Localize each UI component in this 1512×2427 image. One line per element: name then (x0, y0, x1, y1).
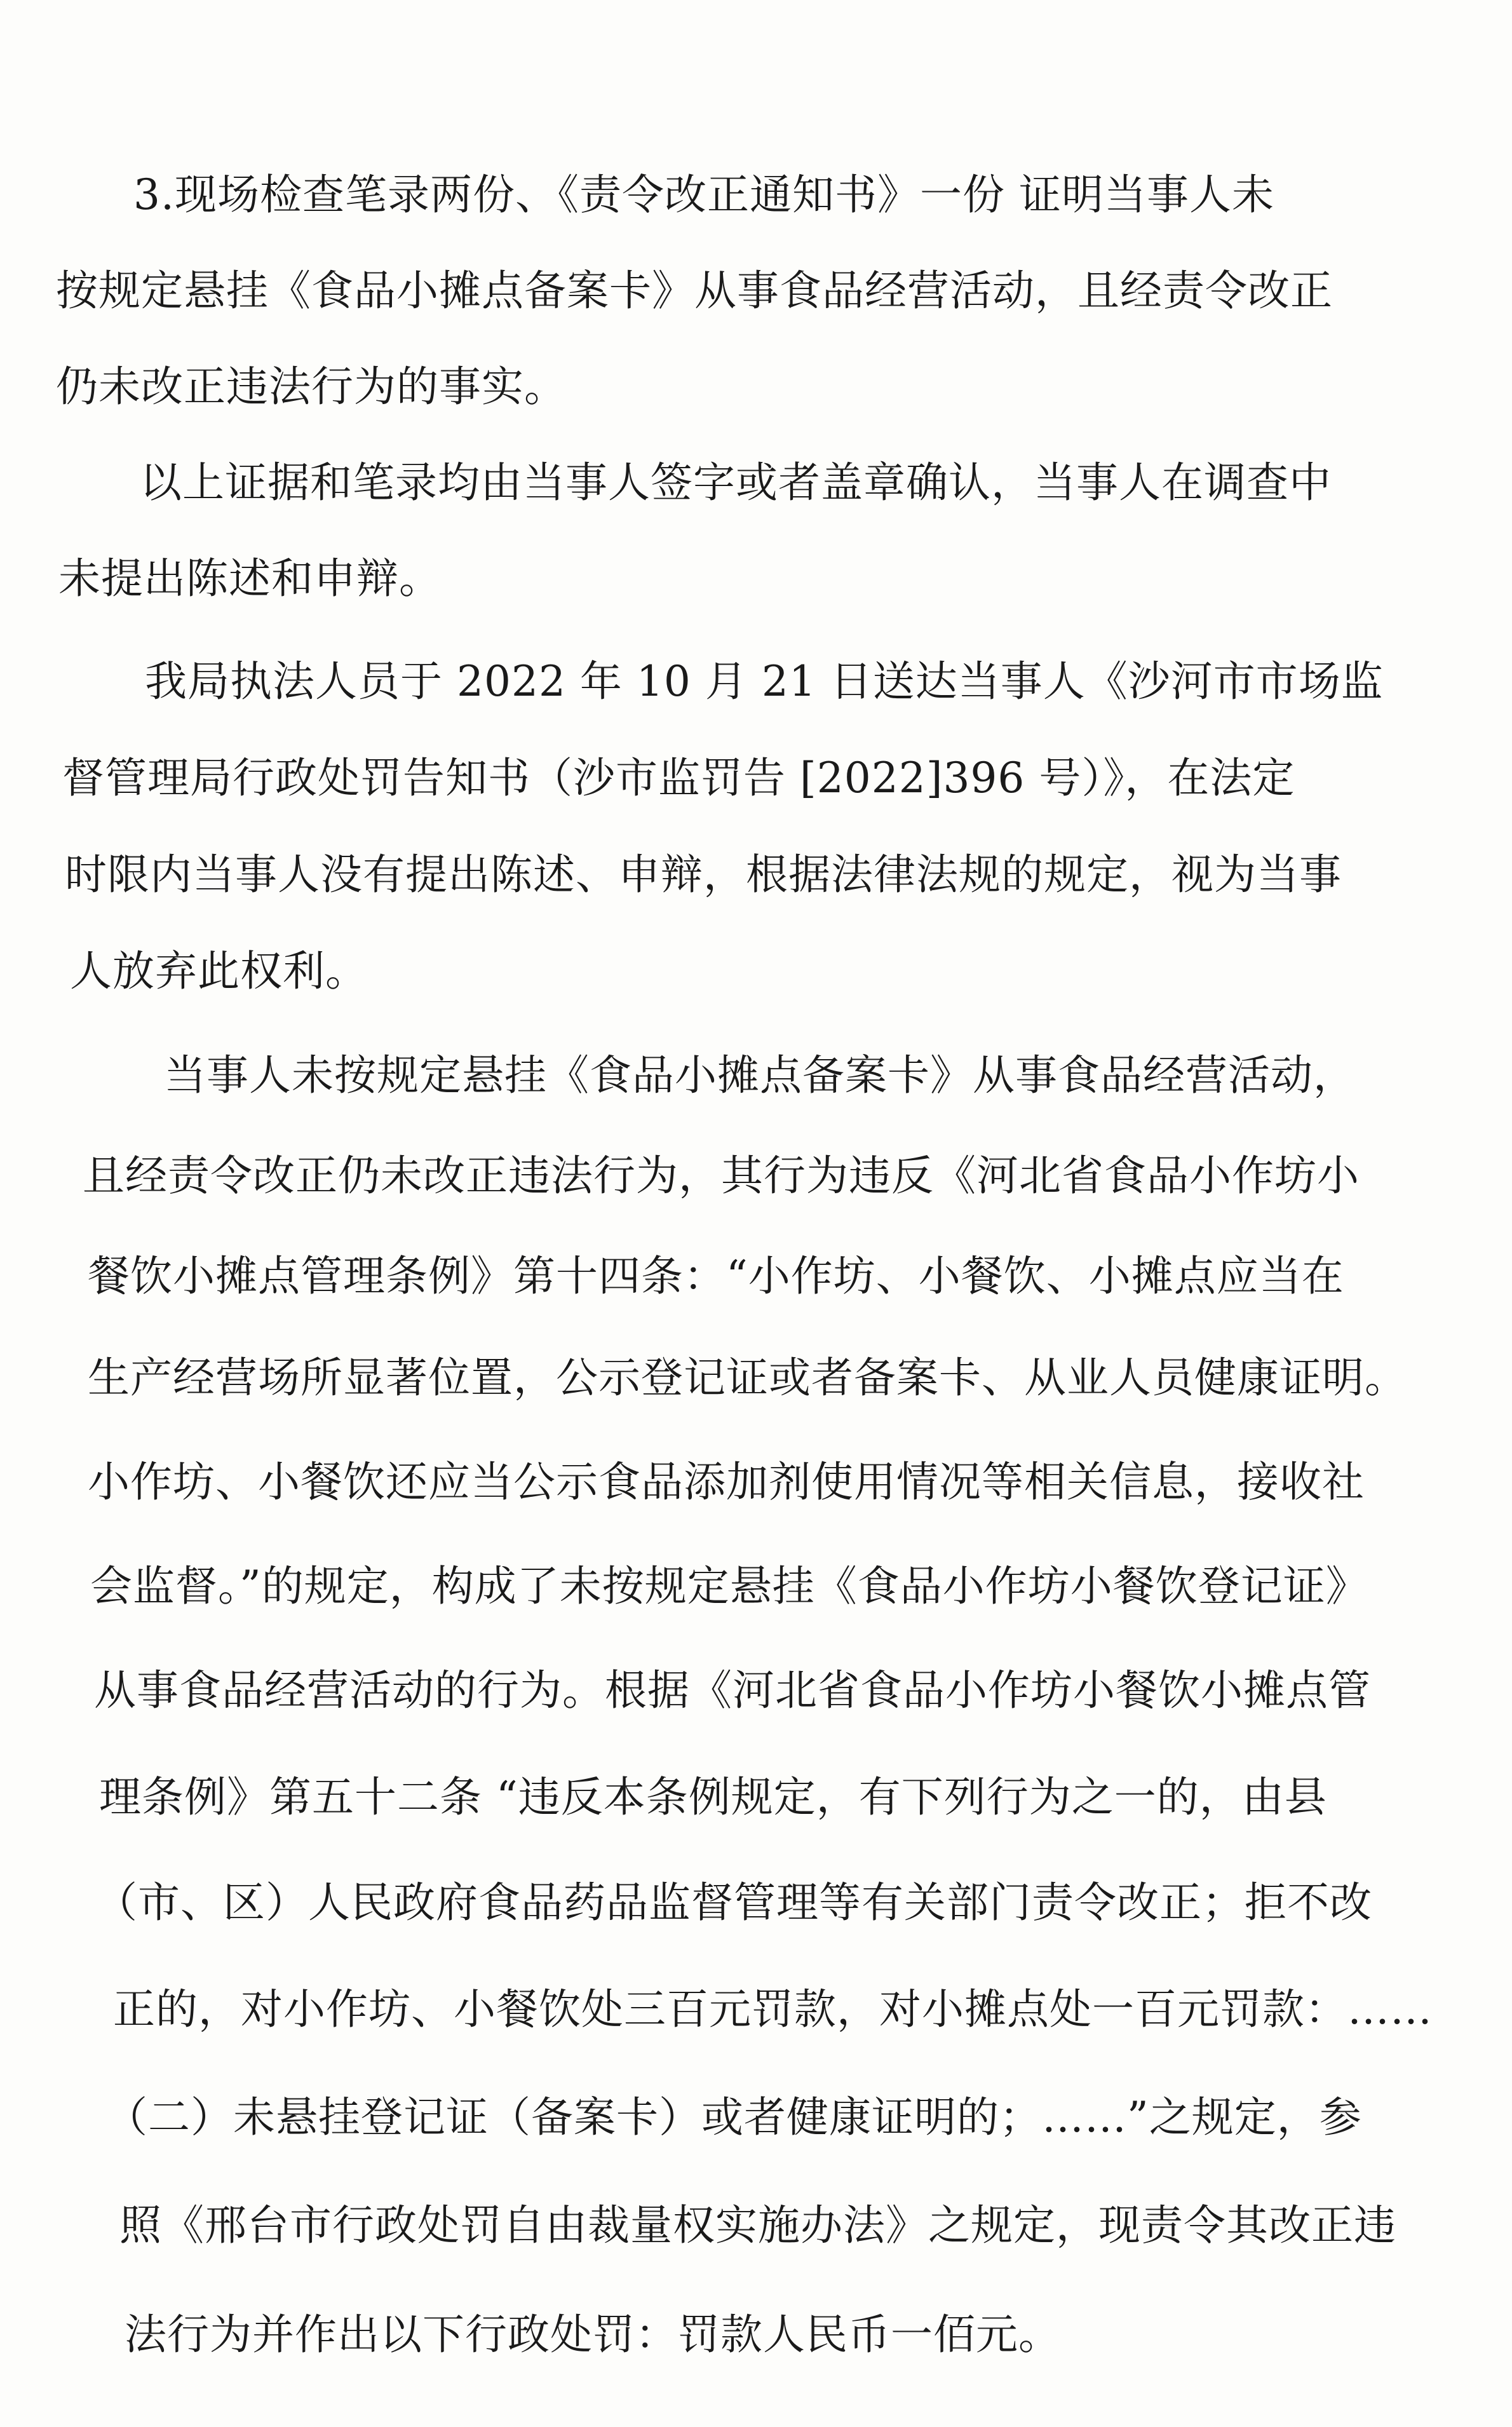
text-line: 按规定悬挂《食品小摊点备案卡》从事食品经营活动，且经责令改正 (56, 266, 1333, 315)
text-line: 会监督。”的规定，构成了未按规定悬挂《食品小作坊小餐饮登记证》 (90, 1562, 1368, 1611)
text-line: （市、区）人民政府食品药品监督管理等有关部门责令改正；拒不改 (95, 1878, 1372, 1927)
text-line: 从事食品经营活动的行为。根据《河北省食品小作坊小餐饮小摊点管 (94, 1666, 1371, 1715)
text-line: 督管理局行政处罚告知书（沙市监罚告 [2022]396 号）》，在法定 (62, 754, 1295, 802)
text-line: 仍未改正违法行为的事实。 (56, 362, 567, 411)
text-line: 我局执法人员于 2022 年 10 月 21 日送达当事人《沙河市市场监 (145, 657, 1384, 706)
text-line: 小作坊、小餐饮还应当公示食品添加剂使用情况等相关信息，接收社 (88, 1457, 1365, 1506)
text-line: （二）未悬挂登记证（备案卡）或者健康证明的；……”之规定，参 (105, 2093, 1362, 2142)
text-line: 时限内当事人没有提出陈述、申辩，根据法律法规的规定，视为当事 (65, 850, 1342, 899)
text-line: 3.现场检查笔录两份、《责令改正通知书》一份 证明当事人未 (133, 170, 1274, 219)
text-line: 人放弃此权利。 (70, 947, 368, 996)
text-line: 照《邢台市行政处罚自由裁量权实施办法》之规定，现责令其改正违 (119, 2201, 1396, 2250)
text-line: 理条例》第五十二条 “违反本条例规定，有下列行为之一的，由县 (99, 1773, 1327, 1822)
text-line: 以上证据和笔录均由当事人签字或者盖章确认，当事人在调查中 (140, 458, 1332, 507)
text-line: 正的，对小作坊、小餐饮处三百元罚款，对小摊点处一百元罚款：…… (113, 1985, 1433, 2034)
text-line: 餐饮小摊点管理条例》第十四条：“小作坊、小餐饮、小摊点应当在 (88, 1252, 1344, 1301)
text-line: 生产经营场所显著位置，公示登记证或者备案卡、从业人员健康证明。 (88, 1353, 1407, 1402)
text-line: 当事人未按规定悬挂《食品小摊点备案卡》从事食品经营活动， (164, 1051, 1356, 1100)
text-line: 未提出陈述和申辩。 (58, 554, 442, 603)
text-line: 且经责令改正仍未改正违法行为，其行为违反《河北省食品小作坊小 (83, 1151, 1360, 1200)
text-line: 法行为并作出以下行政处罚：罚款人民币一佰元。 (125, 2310, 1061, 2359)
